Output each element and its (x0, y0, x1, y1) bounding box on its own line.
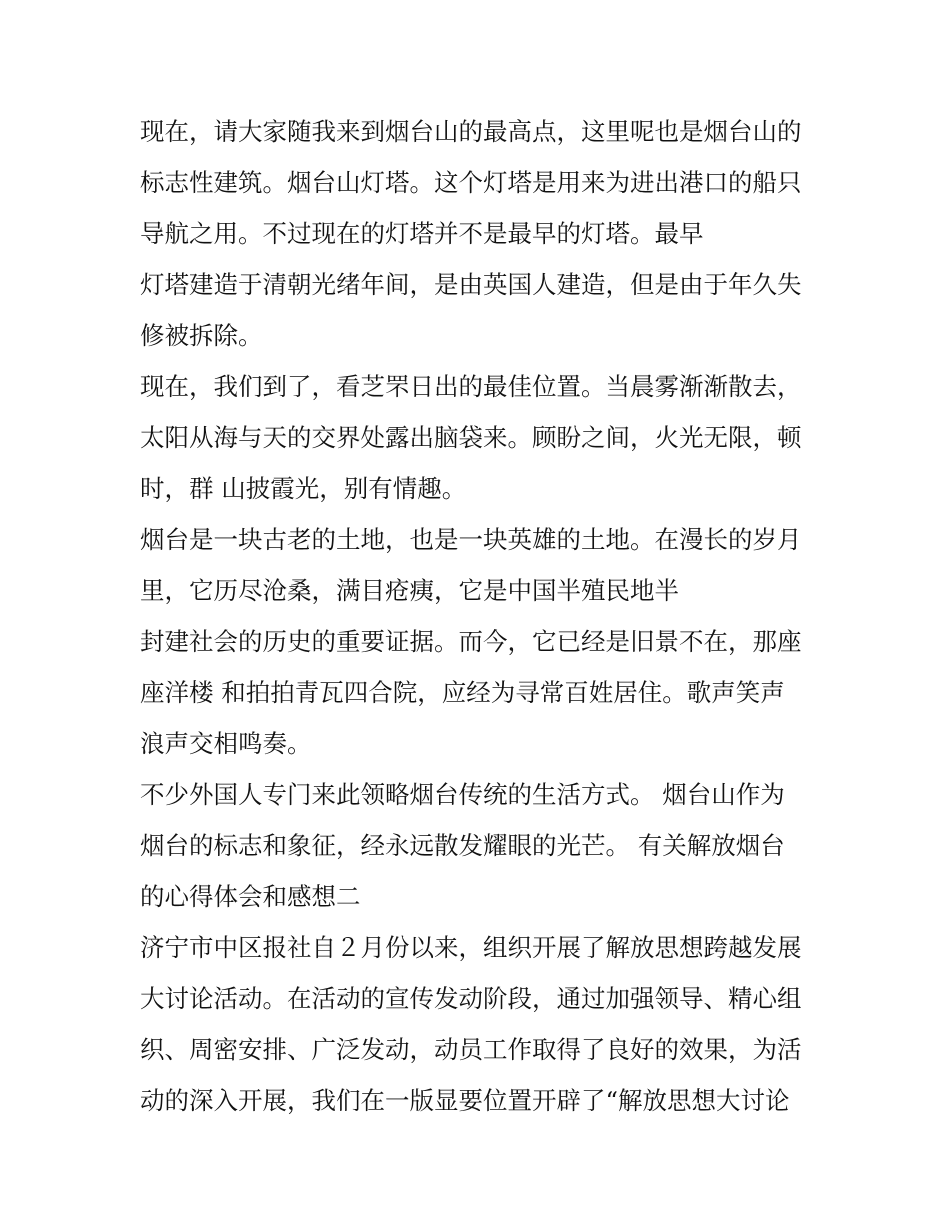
text-line: 里，它历尽沧桑，满目疮痍，它是中国半殖民地半 (140, 576, 679, 605)
text-line: 修被拆除。 (140, 321, 263, 350)
text-line: 太阳从海与天的交界处露出脑袋来。顾盼之间，火光无限，顿 (140, 423, 802, 452)
text-line: 浪声交相鸣奏。 (140, 729, 312, 758)
text-line: 灯塔建造于清朝光绪年间，是由英国人建造，但是由于年久失 (140, 270, 802, 299)
text-line: 座洋楼 和拍拍青瓦四合院，应经为寻常百姓居住。歌声笑声 (140, 678, 785, 707)
text-line: 封建社会的历史的重要证据。而今，它已经是旧景不在，那座 (140, 627, 802, 656)
text-line: 织、周密安排、广泛发动，动员工作取得了良好的效果，为活 (140, 1035, 802, 1064)
text-line: 现在，请大家随我来到烟台山的最高点，这里呢也是烟台山的 (140, 117, 802, 146)
text-line: 标志性建筑。烟台山灯塔。这个灯塔是用来为进出港口的船只 (140, 168, 802, 197)
text-line: 济宁市中区报社自２月份以来，组织开展了解放思想跨越发展 (140, 933, 802, 962)
text-line: 烟台是一块古老的土地，也是一块英雄的土地。在漫长的岁月 (140, 525, 802, 554)
text-line: 烟台的标志和象征，经永远散发耀眼的光芒。 有关解放烟台 (140, 831, 785, 860)
body-text (140, 106, 830, 1126)
text-line: 导航之用。不过现在的灯塔并不是最早的灯塔。最早 (140, 219, 704, 248)
text-line: 大讨论活动。在活动的宣传发动阶段，通过加强领导、精心组 (140, 984, 802, 1013)
text-line: 的心得体会和感想二 (140, 882, 361, 911)
text-line: 时，群 山披霞光，别有情趣。 (140, 474, 467, 503)
text-line: 不少外国人专门来此领略烟台传统的生活方式。 烟台山作为 (140, 780, 785, 809)
text-line: 动的深入开展，我们在一版显要位置开辟了“解放思想大讨论 (140, 1086, 790, 1115)
text-line: 现在，我们到了，看芝罘日出的最佳位置。当晨雾渐渐散去， (140, 372, 802, 401)
